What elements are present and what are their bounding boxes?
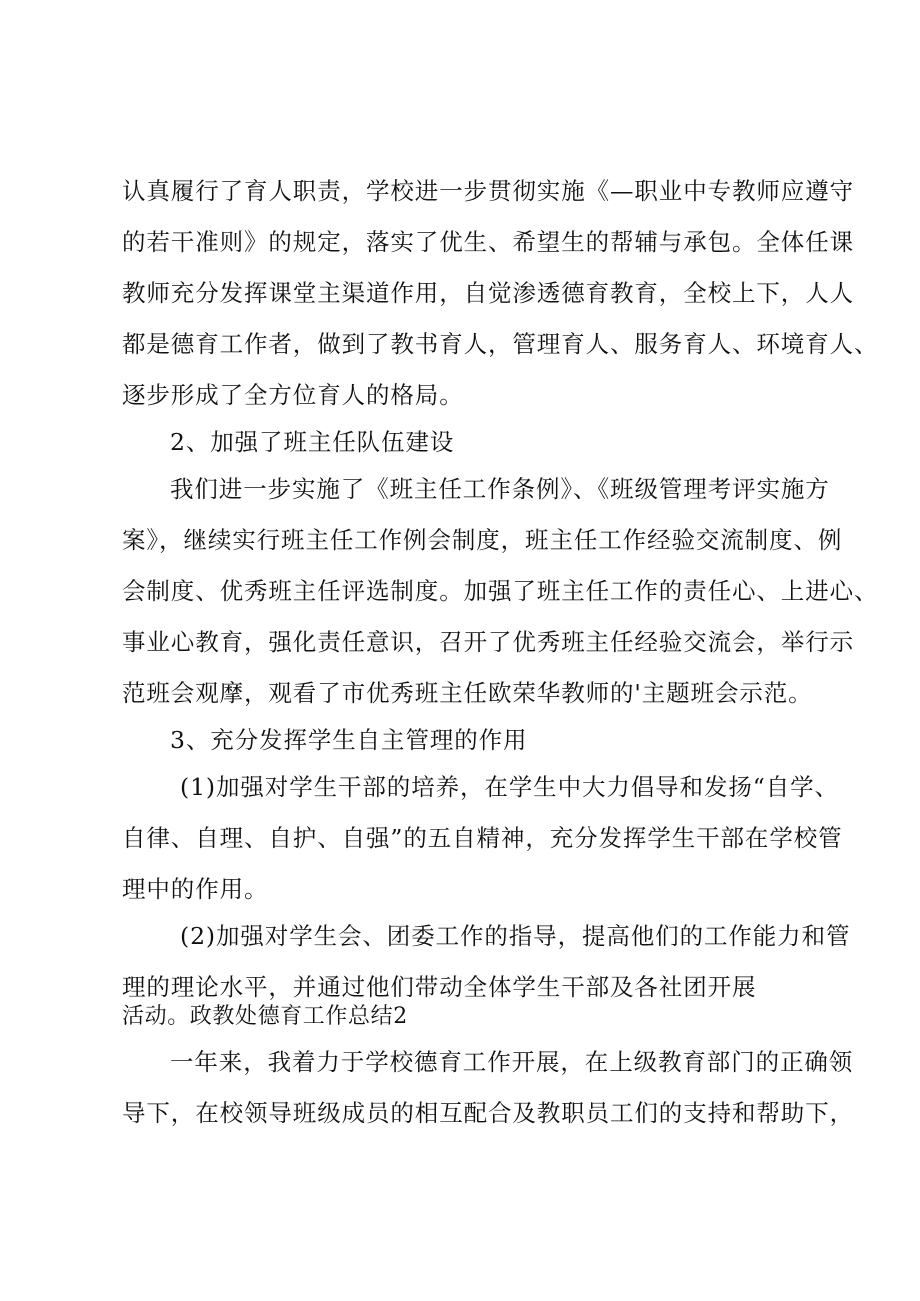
section-heading: 3、充分发挥学生自主管理的作用 — [170, 726, 528, 754]
body-text-line: 都是德育工作者，做到了教书育人，管理育人、服务育人、环境育人、 — [122, 330, 879, 358]
body-text-line: 理的理论水平，并通过他们带动全体学生干部及各社团开展 — [122, 973, 757, 1001]
body-text-line: 会制度、优秀班主任评选制度。加强了班主任工作的责任心、上进心、 — [122, 577, 879, 605]
body-text-line: 案》，继续实行班主任工作例会制度，班主任工作经验交流制度、例 — [122, 526, 843, 554]
section-heading: 2、加强了班主任队伍建设 — [170, 428, 455, 456]
body-text-line: 事业心教育，强化责任意识，召开了优秀班主任经验交流会，举行示 — [122, 628, 854, 656]
body-text-line: 的若干准则》的规定，落实了优生、希望生的帮辅与承包。全体任课 — [122, 228, 854, 256]
body-text-line: 认真履行了育人职责，学校进一步贯彻实施《—职业中专教师应遵守 — [122, 177, 854, 205]
body-text-line: 逐步形成了全方位育人的格局。 — [122, 381, 464, 409]
list-item-text: (1)加强对学生干部的培养，在学生中大力倡导和发扬“自学、 — [180, 773, 839, 801]
list-item-text: (2)加强对学生会、团委工作的指导，提高他们的工作能力和管 — [180, 922, 851, 950]
body-text-line: 我们进一步实施了《班主任工作条例》、《班级管理考评实施方 — [170, 475, 830, 503]
body-text-line: 一年来，我着力于学校德育工作开展，在上级教育部门的正确领 — [170, 1048, 854, 1076]
body-text-line: 理中的作用。 — [122, 875, 269, 903]
body-text-line: 教师充分发挥课堂主渠道作用，自觉渗透德育教育，全校上下，人人 — [122, 279, 854, 307]
body-text-line: 自律、自理、自护、自强”的五自精神，充分发挥学生干部在学校管 — [122, 824, 843, 852]
body-text-line: 范班会观摩，观看了市优秀班主任欧荣华教师的'主题班会示范。 — [122, 679, 813, 707]
summary-title-line: 活动。政教处德育工作总结2 — [122, 1004, 408, 1029]
body-text-line: 导下，在校领导班级成员的相互配合及教职员工们的支持和帮助下， — [122, 1099, 854, 1127]
